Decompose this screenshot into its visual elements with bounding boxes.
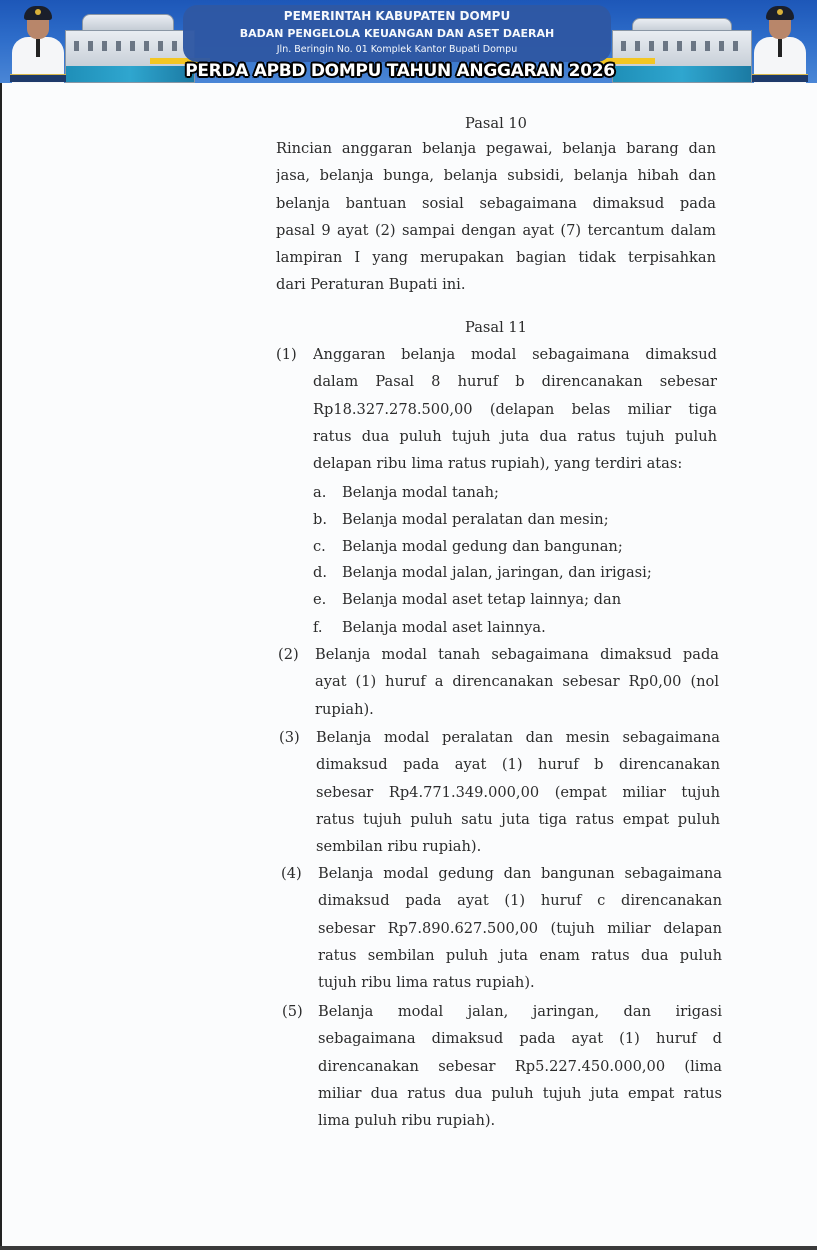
agency-name: BADAN PENGELOLA KEUANGAN DAN ASET DAERAH (239, 27, 555, 40)
text-line: ayat (1) huruf a direncanakan sebesar Rp0,00 (nol (315, 673, 719, 691)
text-line: direncanakan sebesar Rp5.227.450.000,00 (lima (318, 1057, 722, 1075)
ayat-1-number: (1) (276, 346, 297, 363)
list-item-letter: c. (313, 538, 326, 555)
list-item-text: Belanja modal tanah; (342, 484, 499, 501)
text-line: lampiran I yang merupakan bagian tidak terpisahkan (276, 249, 716, 267)
text-line: rupiah). (315, 700, 374, 718)
ayat-2-text (315, 641, 719, 723)
text-line: Anggaran belanja modal sebagaimana dimaksud (313, 346, 717, 363)
text-line: lima puluh ribu rupiah). (318, 1112, 496, 1130)
banner-title: PERDA APBD DOMPU TAHUN ANGGARAN 2026 (185, 61, 615, 81)
ayat-3-text (316, 724, 720, 860)
text-line: ratus sembilan puluh juta enam ratus dua puluh (318, 946, 722, 964)
pasal-10-heading: Pasal 10 (465, 115, 527, 132)
text-line: Rincian anggaran belanja pegawai, belanja barang dan (276, 140, 716, 157)
ayat-5-number: (5) (282, 1003, 303, 1020)
text-line: dimaksud pada ayat (1) huruf c direncanakan (318, 892, 722, 910)
list-item-letter: e. (313, 591, 327, 608)
list-item-letter: d. (313, 564, 327, 581)
text-line: delapan ribu lima ratus rupiah), yang terdiri atas: (313, 455, 683, 473)
text-line: ratus dua puluh tujuh juta dua ratus tujuh puluh (313, 427, 717, 445)
pasal-10-paragraph (276, 135, 716, 299)
text-line: sembilan ribu rupiah). (316, 838, 482, 856)
agency-address: Jln. Beringin No. 01 Komplek Kantor Bupati Dompu (276, 44, 518, 55)
text-line: jasa, belanja bunga, belanja subsidi, belanja hibah dan (276, 167, 716, 185)
text-line: pasal 9 ayat (2) sampai dengan ayat (7) tercantum dalam (276, 221, 716, 239)
text-line: Rp18.327.278.500,00 (delapan belas miliar tiga (313, 400, 717, 418)
text-line: tujuh ribu lima ratus rupiah). (318, 974, 535, 992)
government-name: PEMERINTAH KABUPATEN DOMPU (283, 9, 511, 23)
list-item-text: Belanja modal peralatan dan mesin; (342, 511, 609, 528)
ayat-4-text (318, 860, 722, 996)
list-item-letter: f. (313, 619, 323, 636)
text-line: dimaksud pada ayat (1) huruf b direncanakan (316, 756, 720, 774)
list-item-text: Belanja modal gedung dan bangunan; (342, 538, 623, 555)
text-line: Belanja modal jalan, jaringan, dan irigasi (318, 1003, 722, 1020)
text-line: belanja bantuan sosial sebagaimana dimaksud pada (276, 194, 716, 212)
ayat-4-number: (4) (281, 865, 302, 882)
ayat-3-number: (3) (279, 729, 300, 746)
text-line: ratus tujuh puluh satu juta tiga ratus empat puluh (316, 810, 720, 828)
list-item-text: Belanja modal aset lainnya. (342, 619, 546, 636)
pasal-11-heading: Pasal 11 (465, 319, 527, 336)
ayat-5-text (318, 998, 722, 1134)
text-line: Belanja modal peralatan dan mesin sebagaimana (316, 729, 720, 746)
ayat-1-text (313, 341, 717, 477)
text-line: sebesar Rp4.771.349.000,00 (empat miliar tujuh (316, 783, 720, 801)
text-line: dari Peraturan Bupati ini. (276, 276, 466, 294)
list-item-letter: a. (313, 484, 327, 501)
list-item-text: Belanja modal aset tetap lainnya; dan (342, 591, 622, 608)
text-line: sebagaimana dimaksud pada ayat (1) huruf d (318, 1030, 722, 1048)
text-line: dalam Pasal 8 huruf b direncanakan sebesar (313, 373, 717, 391)
ayat-2-number: (2) (278, 646, 299, 663)
text-line: Belanja modal gedung dan bangunan sebagaimana (318, 865, 722, 882)
list-item-text: Belanja modal jalan, jaringan, dan irigasi; (342, 564, 652, 581)
text-line: sebesar Rp7.890.627.500,00 (tujuh miliar delapan (318, 919, 722, 937)
list-item-letter: b. (313, 511, 327, 528)
text-line: miliar dua ratus dua puluh tujuh juta empat ratus (318, 1084, 722, 1102)
text-line: Belanja modal tanah sebagaimana dimaksud pada (315, 646, 719, 663)
